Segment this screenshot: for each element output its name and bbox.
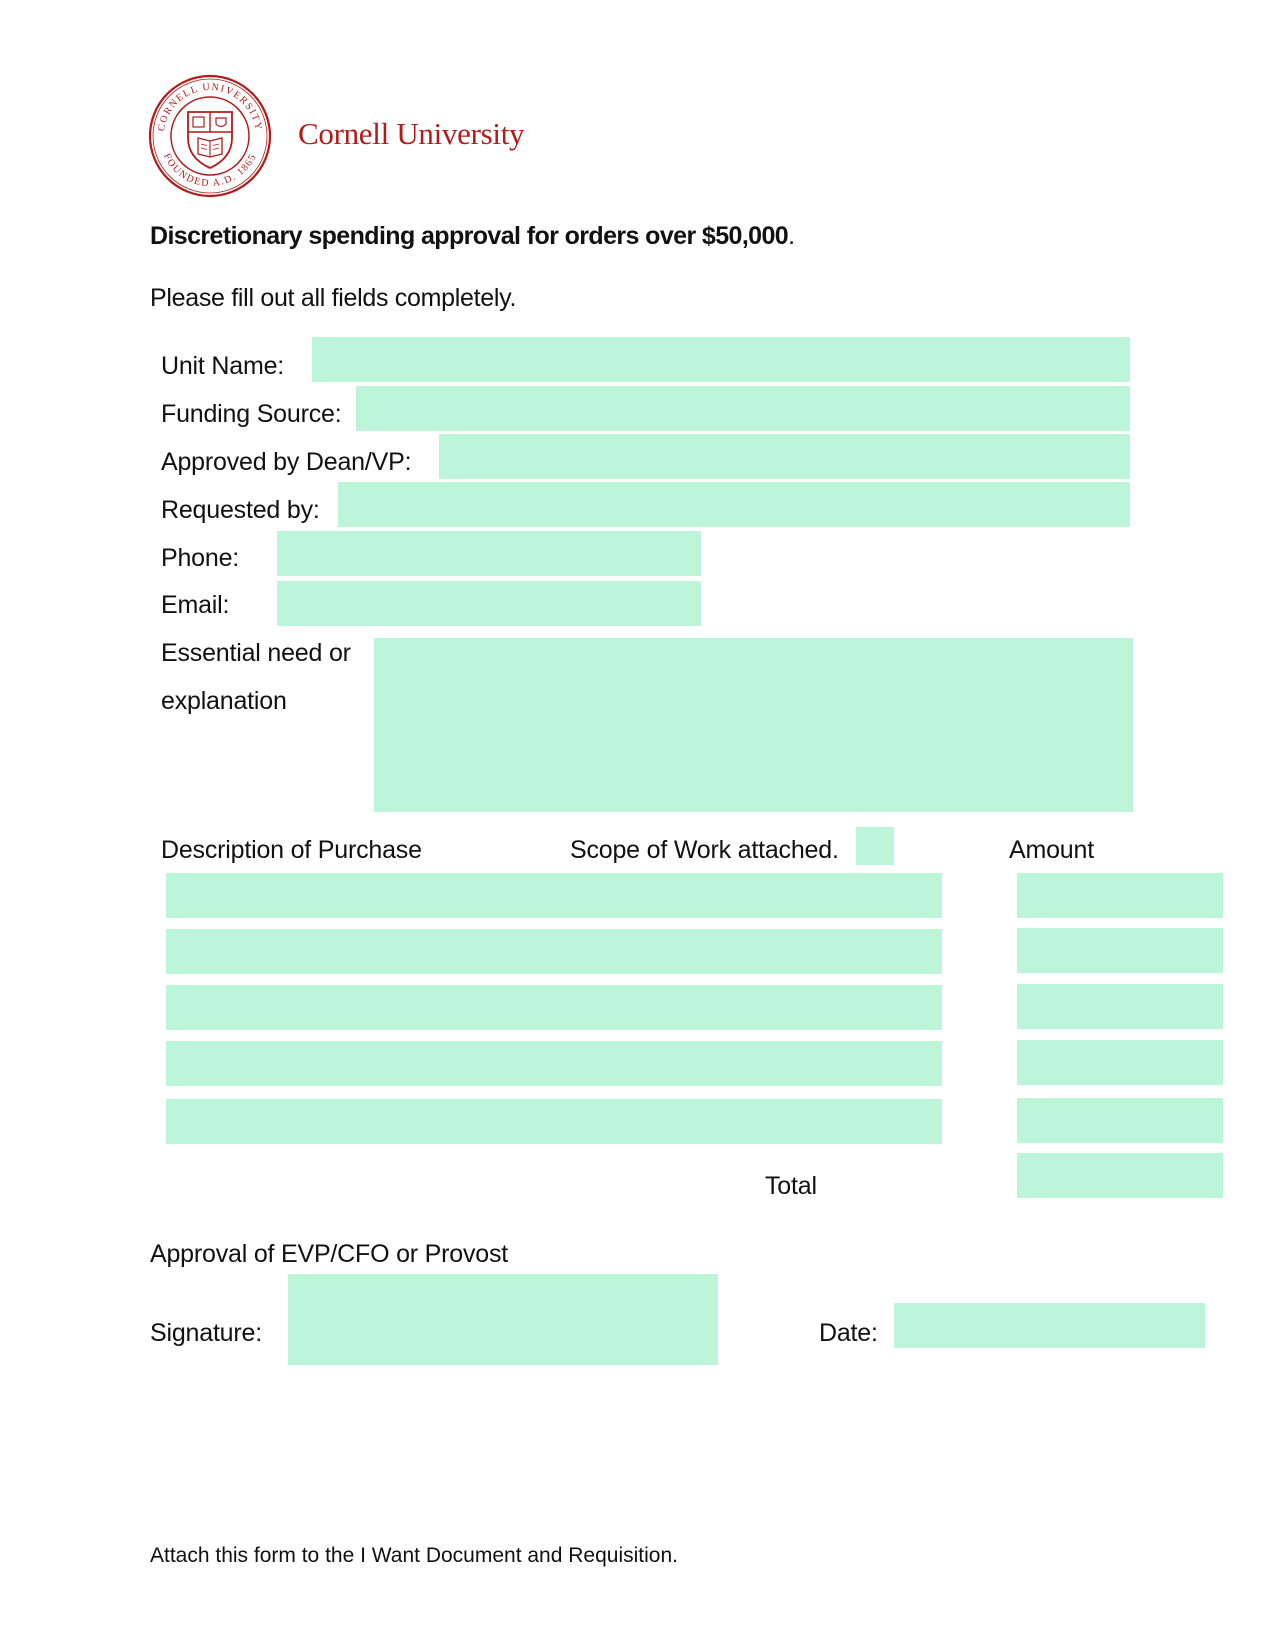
amount-row-2[interactable]	[1017, 928, 1223, 973]
email-field[interactable]	[277, 581, 701, 626]
form-instructions: Please fill out all fields completely.	[150, 284, 517, 312]
footer-note: Attach this form to the I Want Document and Requisition.	[150, 1544, 678, 1567]
description-header: Description of Purchase	[161, 836, 422, 864]
scope-of-work-label: Scope of Work attached.	[570, 836, 839, 864]
requested-by-label: Requested by:	[161, 496, 320, 524]
description-row-1[interactable]	[166, 873, 942, 918]
description-row-5[interactable]	[166, 1099, 942, 1144]
essential-need-field[interactable]	[374, 638, 1133, 812]
date-field[interactable]	[894, 1303, 1205, 1348]
signature-label: Signature:	[150, 1319, 262, 1347]
phone-field[interactable]	[277, 531, 701, 576]
description-row-3[interactable]	[166, 985, 942, 1030]
date-label: Date:	[819, 1319, 878, 1347]
funding-source-field[interactable]	[356, 386, 1130, 431]
unit-name-label: Unit Name:	[161, 352, 285, 380]
approved-by-field[interactable]	[439, 434, 1130, 479]
essential-need-label-line2: explanation	[161, 687, 287, 715]
form-title-text: Discretionary spending approval for orders over $50,000	[150, 222, 789, 250]
phone-label: Phone:	[161, 544, 240, 572]
form-title-period: .	[788, 222, 795, 250]
approval-heading: Approval of EVP/CFO or Provost	[150, 1240, 509, 1268]
funding-source-label: Funding Source:	[161, 400, 342, 428]
university-name: Cornell University	[298, 116, 525, 151]
essential-need-label-line1: Essential need or	[161, 639, 351, 667]
scope-of-work-checkbox[interactable]	[856, 827, 894, 865]
email-label: Email:	[161, 591, 230, 619]
description-row-2[interactable]	[166, 929, 942, 974]
amount-row-1[interactable]	[1017, 873, 1223, 918]
signature-field[interactable]	[288, 1274, 718, 1365]
amount-header: Amount	[1009, 836, 1094, 864]
approved-by-label: Approved by Dean/VP:	[161, 448, 412, 476]
requested-by-field[interactable]	[338, 482, 1130, 527]
seal-text-bottom: FOUNDED A.D. 1865	[161, 151, 259, 190]
total-amount-field[interactable]	[1017, 1153, 1223, 1198]
description-row-4[interactable]	[166, 1041, 942, 1086]
seal-text-top: CORNELL UNIVERSITY	[156, 81, 264, 133]
form-title	[150, 222, 794, 251]
cornell-seal-icon	[148, 74, 272, 198]
amount-row-3[interactable]	[1017, 984, 1223, 1029]
total-label: Total	[765, 1172, 817, 1200]
amount-row-4[interactable]	[1017, 1040, 1223, 1085]
unit-name-field[interactable]	[312, 337, 1130, 382]
amount-row-5[interactable]	[1017, 1098, 1223, 1143]
